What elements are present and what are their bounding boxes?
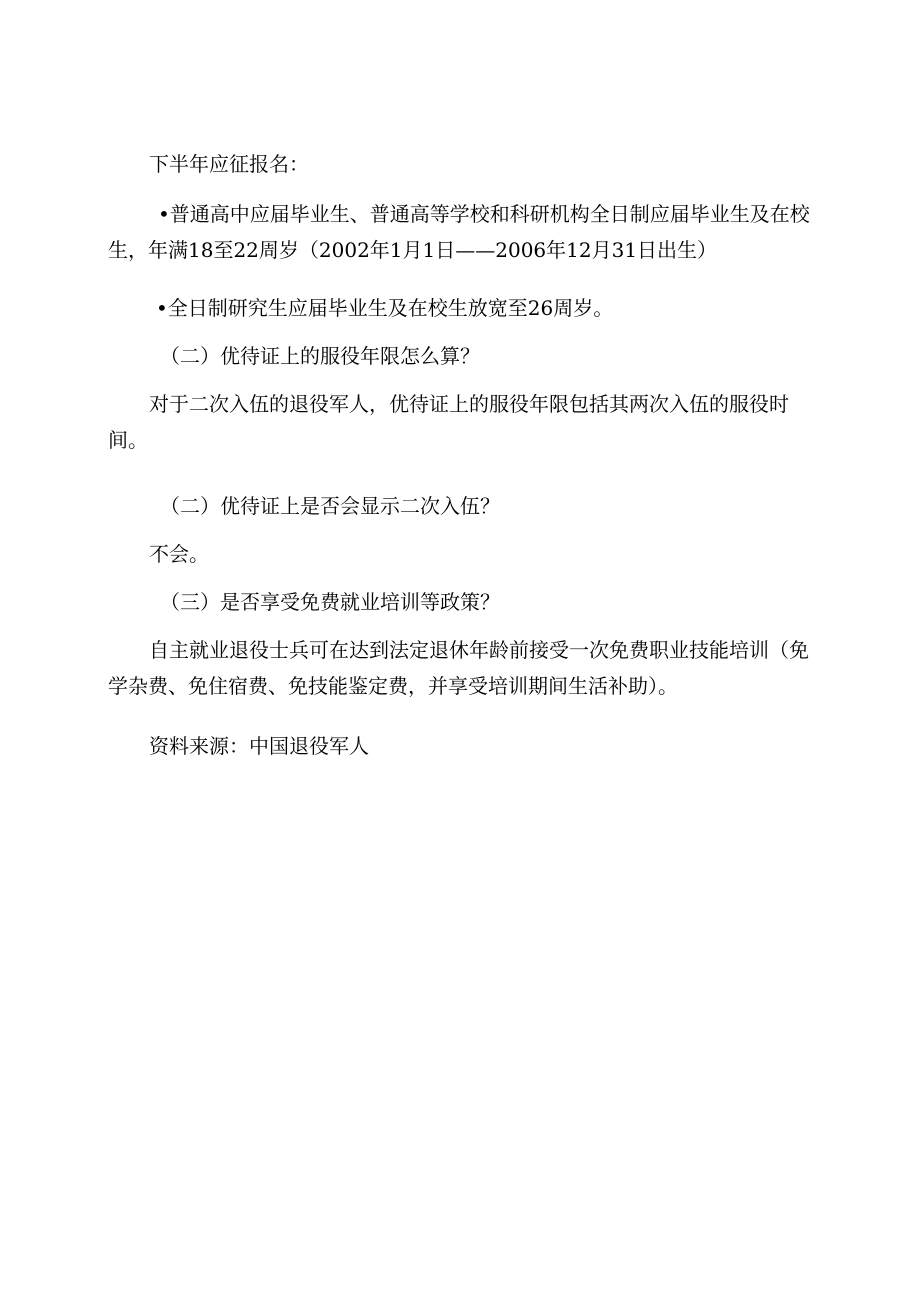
answer-paragraph: 对于二次入伍的退役军人，优待证上的服役年限包括其两次入伍的服役时间。 bbox=[108, 392, 789, 452]
question-heading: （三）是否享受免费就业培训等政策？ bbox=[160, 590, 500, 614]
question-heading: （二）优待证上是否会显示二次入伍？ bbox=[160, 494, 500, 518]
answer-paragraph: 自主就业退役士兵可在达到法定退休年龄前接受一次免费职业技能培训（免学杂费、免住宿费、免技能鉴定费，并享受培训期间生活补助）。 bbox=[108, 638, 809, 698]
source-note: 资料来源：中国退役军人 bbox=[149, 734, 369, 758]
bullet-item: •普通高中应届毕业生、普通高等学校和科研机构全日制应届毕业生及在校生，年满18至22周岁（2002年1月1日——2006年12月31日出生） bbox=[108, 202, 810, 262]
answer-paragraph: 不会。 bbox=[149, 542, 209, 566]
section-intro: 下半年应征报名： bbox=[149, 152, 309, 176]
question-heading: （二）优待证上的服役年限怎么算？ bbox=[160, 344, 480, 368]
bullet-item: •全日制研究生应届毕业生及在校生放宽至26周岁。 bbox=[156, 296, 614, 320]
